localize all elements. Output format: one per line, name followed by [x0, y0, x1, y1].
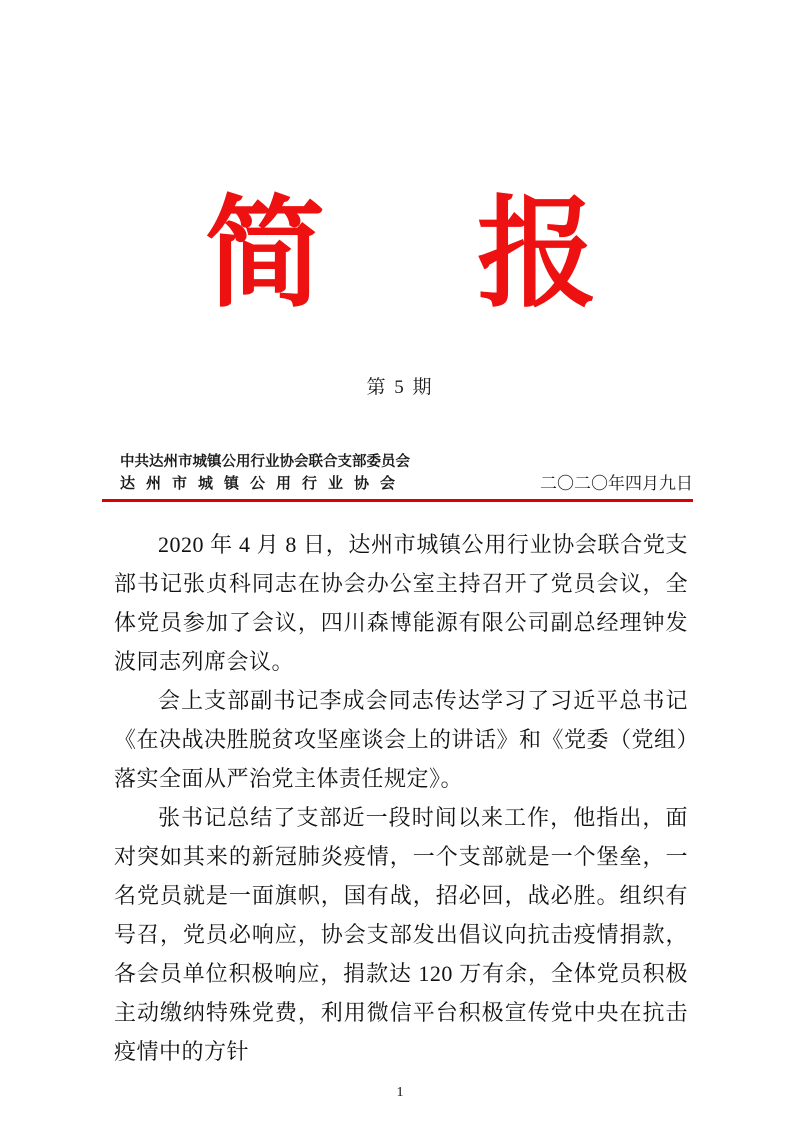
red-divider-rule [102, 499, 693, 502]
body-paragraph: 张书记总结了支部近一段时间以来工作，他指出，面对突如其来的新冠肺炎疫情，一个支部就是一个堡垒，一名党员就是一面旗帜，国有战，招必回，战必胜。组织有号召，党员必响应，协会支部发出倡议向抗击疫情捐款，各会员单位积极响应，捐款达 120 万有余，全体党员积极主动缴纳特殊党费，利用微信平台积极宣传党中央在抗击疫情中的方针 [114, 805, 688, 1064]
org-name-association: 达州市城镇公用行业协会 [120, 476, 407, 492]
masthead-char-left: 简 [205, 188, 325, 321]
body-paragraph: 2020 年 4 月 8 日，达州市城镇公用行业协会联合党支部书记张贞科同志在协会办公室主持召开了党员会议，全体党员参加了会议，四川森博能源有限公司副总经理钟发波同志列席会议。 [114, 532, 688, 674]
issuing-organizations [120, 451, 410, 495]
masthead-title [205, 188, 597, 321]
page-number: 1 [396, 1085, 404, 1100]
document-header [120, 451, 693, 495]
issue-date: 二〇二〇年四月九日 [540, 474, 693, 493]
org-name-committee: 中共达州市城镇公用行业协会联合支部委员会 [120, 454, 410, 470]
body-text [114, 525, 688, 1071]
masthead-char-right: 报 [477, 188, 597, 321]
body-paragraph: 会上支部副书记李成会同志传达学习了习近平总书记《在决战决胜脱贫攻坚座谈会上的讲话》和《党委（党组）落实全面从严治党主体责任规定》。 [114, 688, 689, 791]
issue-number: 第 5 期 [366, 377, 434, 398]
